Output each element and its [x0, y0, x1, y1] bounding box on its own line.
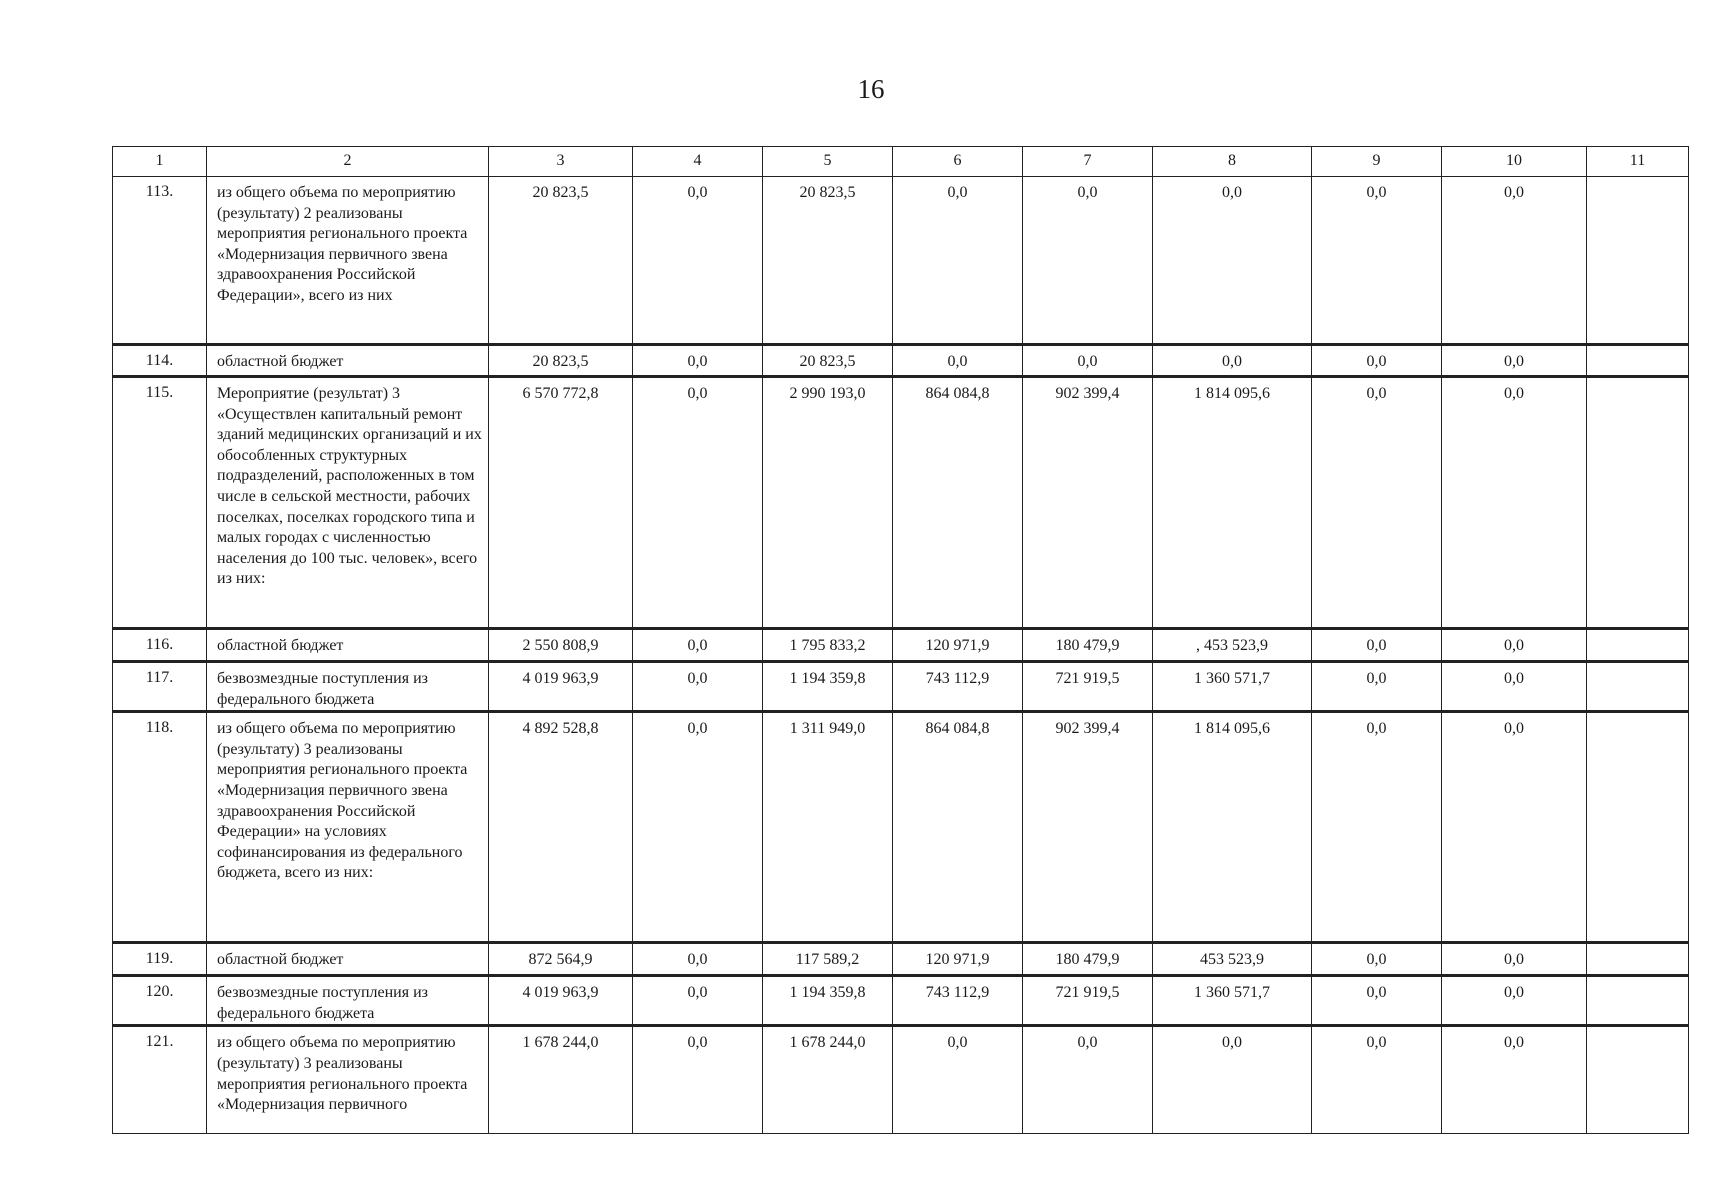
- row-number: 121.: [113, 1026, 207, 1134]
- row-number: 115.: [113, 377, 207, 629]
- value-cell-col-4: 0,0: [633, 1026, 763, 1134]
- header-cell: 4: [633, 147, 763, 177]
- budget-table: [112, 146, 1689, 1134]
- row-number: 114.: [113, 345, 207, 377]
- value-cell-col-3: 4 019 963,9: [489, 976, 633, 1026]
- row-number: 119.: [113, 943, 207, 976]
- value-cell-col-7: 721 919,5: [1023, 662, 1153, 712]
- value-cell-col-10: 0,0: [1442, 712, 1587, 943]
- value-cell-col-11: [1587, 1026, 1689, 1134]
- value-cell-col-7: 0,0: [1023, 345, 1153, 377]
- value-cell-col-9: 0,0: [1312, 976, 1442, 1026]
- table-row: [113, 712, 1689, 943]
- value-cell-col-8: 1 814 095,6: [1153, 377, 1312, 629]
- value-cell-col-5: 20 823,5: [763, 177, 893, 345]
- value-cell-col-7: 180 479,9: [1023, 629, 1153, 662]
- header-cell: 7: [1023, 147, 1153, 177]
- value-cell-col-4: 0,0: [633, 712, 763, 943]
- value-cell-col-8: 1 814 095,6: [1153, 712, 1312, 943]
- value-cell-col-9: 0,0: [1312, 662, 1442, 712]
- header-cell: 3: [489, 147, 633, 177]
- row-description: из общего объема по мероприятию (результату) 2 реализованы мероприятия регионального проекта «Модернизация первичного звена здравоохранения Российской Федерации», всего из них: [207, 177, 489, 345]
- page-number: 16: [857, 74, 885, 104]
- value-cell-col-8: 453 523,9: [1153, 943, 1312, 976]
- value-cell-col-8: 1 360 571,7: [1153, 976, 1312, 1026]
- value-cell-col-5: 1 795 833,2: [763, 629, 893, 662]
- value-cell-col-7: 902 399,4: [1023, 712, 1153, 943]
- table-row: [113, 629, 1689, 662]
- value-cell-col-4: 0,0: [633, 976, 763, 1026]
- value-cell-col-6: 864 084,8: [893, 712, 1023, 943]
- value-cell-col-6: 120 971,9: [893, 629, 1023, 662]
- value-cell-col-11: [1587, 712, 1689, 943]
- value-cell-col-9: 0,0: [1312, 712, 1442, 943]
- value-cell-col-4: 0,0: [633, 662, 763, 712]
- row-description: областной бюджет: [207, 943, 489, 976]
- value-cell-col-3: 4 892 528,8: [489, 712, 633, 943]
- row-description: Мероприятие (результат) 3 «Осуществлен капитальный ремонт зданий медицинских организаций и их обособленных структурных подразделений, расположенных в том числе в сельской местности, рабочих поселках, поселках городского типа и малых городах с численностью населения до 100 тыс. человек», всего из них:: [207, 377, 489, 629]
- value-cell-col-10: 0,0: [1442, 976, 1587, 1026]
- row-number: 117.: [113, 662, 207, 712]
- value-cell-col-6: 743 112,9: [893, 976, 1023, 1026]
- value-cell-col-6: 0,0: [893, 177, 1023, 345]
- header-cell: 9: [1312, 147, 1442, 177]
- value-cell-col-4: 0,0: [633, 177, 763, 345]
- value-cell-col-5: 117 589,2: [763, 943, 893, 976]
- value-cell-col-4: 0,0: [633, 629, 763, 662]
- value-cell-col-3: 20 823,5: [489, 177, 633, 345]
- value-cell-col-5: 1 194 359,8: [763, 662, 893, 712]
- value-cell-col-4: 0,0: [633, 377, 763, 629]
- row-description: из общего объема по мероприятию (результату) 3 реализованы мероприятия регионального проекта «Модернизация первичного: [207, 1026, 489, 1134]
- header-cell: 8: [1153, 147, 1312, 177]
- value-cell-col-5: 1 678 244,0: [763, 1026, 893, 1134]
- value-cell-col-8: 1 360 571,7: [1153, 662, 1312, 712]
- value-cell-col-9: 0,0: [1312, 177, 1442, 345]
- value-cell-col-4: 0,0: [633, 943, 763, 976]
- row-description: областной бюджет: [207, 629, 489, 662]
- table-row: [113, 345, 1689, 377]
- table-row: [113, 177, 1689, 345]
- value-cell-col-3: 1 678 244,0: [489, 1026, 633, 1134]
- header-cell: 5: [763, 147, 893, 177]
- value-cell-col-9: 0,0: [1312, 1026, 1442, 1134]
- value-cell-col-10: 0,0: [1442, 662, 1587, 712]
- header-cell: 6: [893, 147, 1023, 177]
- value-cell-col-3: 4 019 963,9: [489, 662, 633, 712]
- value-cell-col-9: 0,0: [1312, 629, 1442, 662]
- value-cell-col-11: [1587, 345, 1689, 377]
- value-cell-col-9: 0,0: [1312, 345, 1442, 377]
- table-row: [113, 377, 1689, 629]
- value-cell-col-11: [1587, 943, 1689, 976]
- table-row: [113, 943, 1689, 976]
- row-number: 120.: [113, 976, 207, 1026]
- row-number: 116.: [113, 629, 207, 662]
- row-description: безвозмездные поступления из федерального бюджета: [207, 976, 489, 1026]
- value-cell-col-7: 721 919,5: [1023, 976, 1153, 1026]
- value-cell-col-8: , 453 523,9: [1153, 629, 1312, 662]
- value-cell-col-6: 743 112,9: [893, 662, 1023, 712]
- value-cell-col-6: 0,0: [893, 345, 1023, 377]
- table-row: [113, 662, 1689, 712]
- row-number: 113.: [113, 177, 207, 345]
- value-cell-col-10: 0,0: [1442, 377, 1587, 629]
- value-cell-col-6: 0,0: [893, 1026, 1023, 1134]
- value-cell-col-8: 0,0: [1153, 1026, 1312, 1134]
- value-cell-col-9: 0,0: [1312, 377, 1442, 629]
- value-cell-col-3: 872 564,9: [489, 943, 633, 976]
- row-description: областной бюджет: [207, 345, 489, 377]
- value-cell-col-3: 2 550 808,9: [489, 629, 633, 662]
- value-cell-col-7: 180 479,9: [1023, 943, 1153, 976]
- header-cell: 11: [1587, 147, 1689, 177]
- value-cell-col-7: 0,0: [1023, 1026, 1153, 1134]
- value-cell-col-3: 20 823,5: [489, 345, 633, 377]
- value-cell-col-5: 20 823,5: [763, 345, 893, 377]
- header-row: [113, 147, 1689, 177]
- table-row: [113, 1026, 1689, 1134]
- value-cell-col-11: [1587, 976, 1689, 1026]
- value-cell-col-10: 0,0: [1442, 1026, 1587, 1134]
- value-cell-col-11: [1587, 377, 1689, 629]
- value-cell-col-9: 0,0: [1312, 943, 1442, 976]
- value-cell-col-11: [1587, 629, 1689, 662]
- header-cell: 2: [207, 147, 489, 177]
- row-description: безвозмездные поступления из федерального бюджета: [207, 662, 489, 712]
- table-row: [113, 976, 1689, 1026]
- row-description: из общего объема по мероприятию (результату) 3 реализованы мероприятия регионального проекта «Модернизация первичного звена здравоохранения Российской Федерации» на условиях софинансирования из федерального бюджета, всего из них:: [207, 712, 489, 943]
- value-cell-col-6: 864 084,8: [893, 377, 1023, 629]
- value-cell-col-8: 0,0: [1153, 345, 1312, 377]
- value-cell-col-5: 1 194 359,8: [763, 976, 893, 1026]
- row-number: 118.: [113, 712, 207, 943]
- header-cell: 10: [1442, 147, 1587, 177]
- value-cell-col-7: 902 399,4: [1023, 377, 1153, 629]
- value-cell-col-3: 6 570 772,8: [489, 377, 633, 629]
- value-cell-col-10: 0,0: [1442, 177, 1587, 345]
- value-cell-col-11: [1587, 662, 1689, 712]
- value-cell-col-6: 120 971,9: [893, 943, 1023, 976]
- value-cell-col-10: 0,0: [1442, 629, 1587, 662]
- value-cell-col-4: 0,0: [633, 345, 763, 377]
- value-cell-col-10: 0,0: [1442, 943, 1587, 976]
- value-cell-col-11: [1587, 177, 1689, 345]
- header-cell: 1: [113, 147, 207, 177]
- value-cell-col-7: 0,0: [1023, 177, 1153, 345]
- value-cell-col-8: 0,0: [1153, 177, 1312, 345]
- value-cell-col-5: 1 311 949,0: [763, 712, 893, 943]
- table-body: [113, 147, 1689, 1134]
- value-cell-col-10: 0,0: [1442, 345, 1587, 377]
- value-cell-col-5: 2 990 193,0: [763, 377, 893, 629]
